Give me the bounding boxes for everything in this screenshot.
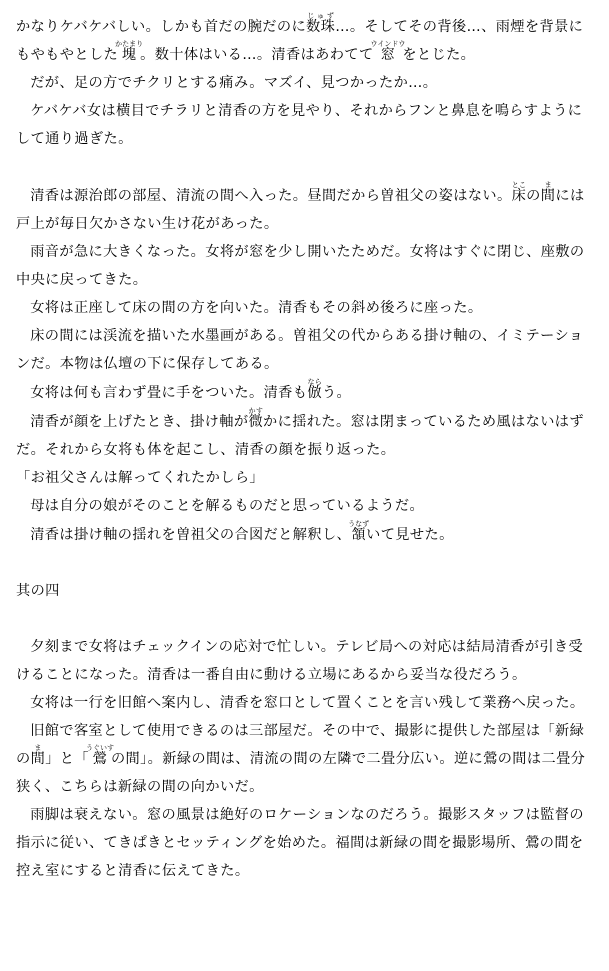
ruby-base: 塊: [115, 47, 144, 63]
paragraph: [16, 181, 596, 238]
ruby-text: [85, 744, 114, 767]
text-span: 」と「: [45, 751, 89, 767]
blank-line: [16, 153, 596, 181]
text-span: 清香は掛け軸の揺れを曽祖父の合図だと解釈し、: [30, 527, 352, 543]
ruby-text: [248, 407, 264, 430]
ruby-base: 倣: [307, 385, 322, 401]
ruby-text: [115, 40, 144, 63]
paragraph: [16, 378, 596, 407]
ruby-reading: じゅず: [306, 12, 336, 20]
text-span: の: [526, 188, 541, 204]
ruby-reading: ま: [540, 181, 556, 189]
text-span: の間」。新緑の間は、清流の間の左隣で二畳分広い。逆に鶯の間は二畳分狭く、こちらは新緑の間の向かいだ。: [16, 751, 586, 795]
ruby-reading: ま: [30, 744, 46, 752]
paragraph: だが、足の方でチクリとする痛み。マズイ、見つかったか…。: [30, 75, 438, 91]
blank-line: [16, 549, 596, 577]
paragraph: 雨音が急に大きくなった。女将が窓を少し開いたためだ。女将はすぐに閉じ、座敷の中央に戻ってきた。: [16, 244, 585, 288]
text-span: 清香は源治郎の部屋、清流の間へ入った。昼間だから曽祖父の姿はない。: [30, 188, 512, 204]
dialogue-line: 「お祖父さんは解ってくれたかしら」: [16, 470, 264, 486]
ruby-text: [348, 520, 370, 543]
ruby-text: [307, 378, 322, 401]
ruby-reading: うなず: [348, 520, 370, 528]
paragraph: [16, 12, 596, 69]
ruby-base: 微: [248, 414, 264, 430]
paragraph: [16, 520, 596, 549]
blank-line: [16, 605, 596, 633]
text-span: には戸上が毎日欠かさない生け花があった。: [16, 188, 585, 232]
ruby-reading: なら: [307, 378, 322, 386]
text-span: かに揺れた。窓は閉まっているため風はないはずだ。それから女将も体を起こし、清香の顔を振り返った。: [16, 414, 584, 458]
ruby-text: [511, 181, 527, 204]
ruby-reading: かたまり: [115, 40, 144, 48]
ruby-base: 数珠: [306, 19, 336, 35]
ruby-reading: とこ: [511, 181, 527, 189]
ruby-base: 窓: [370, 47, 406, 63]
ruby-text: [306, 12, 336, 35]
ruby-base: 間: [30, 751, 46, 767]
text-span: いて見せた。: [366, 527, 454, 543]
paragraph: 母は自分の娘がそのことを解るものだと思っているようだ。: [30, 498, 425, 514]
text-span: 清香が顔を上げたとき、掛け軸が: [30, 414, 249, 430]
text-span: 。数十体はいる…。清香はあわてて: [140, 47, 374, 63]
paragraph: 女将は一行を旧館へ案内し、清香を窓口として置くことを言い残して業務へ戻った。: [30, 695, 585, 711]
paragraph: [16, 717, 596, 801]
paragraph: 夕刻まで女将はチェックインの応対で忙しい。テレビ局への対応は結局清香が引き受けることになった。清香は一番自由に動ける立場にあるから妥当な役だろう。: [16, 639, 584, 683]
text-span: 旧館で客室として使用できるのは三部屋だ。その中で、撮影に提供した部屋は「新緑の: [16, 723, 585, 767]
ruby-base: 鶯: [85, 751, 114, 767]
ruby-base: 床: [511, 188, 527, 204]
text-span: …。そしてその背後…、雨煙を背景にもやもやとした: [16, 19, 584, 63]
paragraph: 雨脚は衰えない。窓の風景は絶好のロケーションなのだろう。撮影スタッフは監督の指示に従い、てきぱきとセッティングを始めた。福間は新緑の間を撮影場所、鶯の間を控え室にすると清香に伝えてきた。: [16, 807, 584, 879]
paragraph: 床の間には渓流を描いた水墨画がある。曽祖父の代からある掛け軸の、イミテーションだ。本物は仏壇の下に保存してある。: [16, 328, 584, 372]
text-span: かなりケバケバしい。しかも首だの腕だのに: [16, 19, 307, 35]
paragraph: 女将は正座して床の間の方を向いた。清香もその斜め後ろに座った。: [30, 300, 483, 316]
ruby-text: [540, 181, 556, 204]
ruby-base: 頷: [348, 527, 370, 543]
text-span: 女将は何も言わず畳に手をついた。清香も: [30, 385, 308, 401]
ruby-base: 間: [540, 188, 556, 204]
ruby-reading: ウインドウ: [370, 40, 406, 48]
ruby-reading: かす: [248, 407, 264, 415]
text-span: をとじた。: [402, 47, 476, 63]
section-heading: 其の四: [16, 583, 60, 599]
ruby-reading: うぐいす: [85, 744, 114, 752]
paragraph: [16, 407, 596, 464]
novel-page: [16, 12, 596, 885]
ruby-text: [370, 40, 406, 63]
paragraph: ケバケバ女は横目でチラリと清香の方を見やり、それからフンと鼻息を鳴らすようにして通り過ぎた。: [16, 103, 583, 147]
ruby-text: [30, 744, 46, 767]
text-span: う。: [321, 385, 352, 401]
